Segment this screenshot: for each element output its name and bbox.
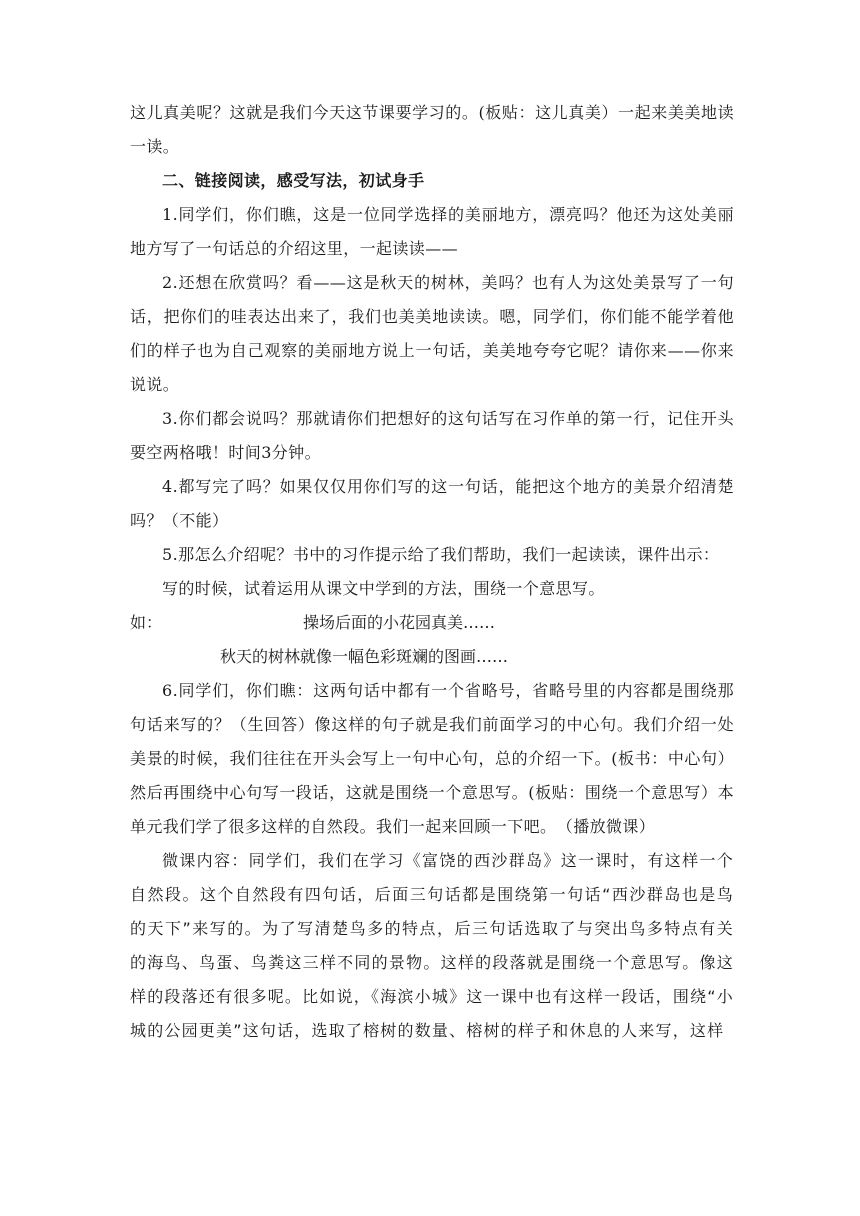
item-5: 5.那怎么介绍呢？书中的习作提示给了我们帮助，我们一起读读，课件出示：	[162, 545, 720, 564]
example-label: 如：	[130, 613, 163, 632]
section-heading: 二、链接阅读，感受写法，初试身手	[162, 171, 425, 190]
item-3: 3.你们都会说吗？那就请你们把想好的这句话写在习作单的第一行，记住开头要空两格哦！时间3分钟。	[130, 409, 734, 462]
micro-lesson-paragraph: 微课内容：同学们，我们在学习《富饶的西沙群岛》这一课时，有这样一个自然段。这个自然段有四句话，后面三句话都是围绕第一句话“西沙群岛也是鸟的天下”来写的。为了写清楚鸟多的特点，后三句话选取了与突出鸟多特点有关的海鸟、鸟蛋、鸟粪这三样不同的景物。这样的段落就是围绕一个意思写。像这样的段落还有很多呢。比如说，《海滨小城》这一课中也有这样一段话，围绕“小城的公园更美”这句话，选取了榕树的数量、榕树的样子和休息的人来写，这样	[130, 851, 734, 1040]
example-sentence-1: 操场后面的小花园真美……	[303, 613, 496, 632]
example-row-1	[130, 606, 734, 640]
example-row-2	[130, 640, 734, 674]
item-4: 4.都写完了吗？如果仅仅用你们写的这一句话，能把这个地方的美景介绍清楚吗？（不能）	[130, 477, 734, 530]
intro-paragraph: 这儿真美呢？这就是我们今天这节课要学习的。(板贴：这儿真美）一起来美美地读一读。	[130, 103, 734, 156]
writing-hint: 写的时候，试着运用从课文中学到的方法，围绕一个意思写。	[162, 579, 605, 598]
item-6: 6.同学们，你们瞧：这两句话中都有一个省略号，省略号里的内容都是围绕那句话来写的？（生回答）像这样的句子就是我们前面学习的中心句。我们介绍一处美景的时候，我们往往在开头会写上一句中心句，总的介绍一下。(板书：中心句）然后再围绕中心句写一段话，这就是围绕一个意思写。(板贴：围绕一个意思写）本单元我们学了很多这样的自然段。我们一起来回顾一下吧。 （播放微课）	[130, 681, 734, 836]
example-sentence-2: 秋天的树林就像一幅色彩斑斓的图画……	[220, 647, 509, 666]
item-1: 1.同学们，你们瞧，这是一位同学选择的美丽地方，漂亮吗？他还为这处美丽地方写了一句话总的介绍这里，一起读读——	[130, 205, 734, 258]
document-body	[130, 96, 734, 1048]
item-2: 2.还想在欣赏吗？看——这是秋天的树林，美吗？也有人为这处美景写了一句话，把你们的哇表达出来了，我们也美美地读读。嗯，同学们，你们能不能学着他们的样子也为自己观察的美丽地方说上一句话，美美地夸夸它呢？请你来——你来说说。	[130, 273, 734, 394]
